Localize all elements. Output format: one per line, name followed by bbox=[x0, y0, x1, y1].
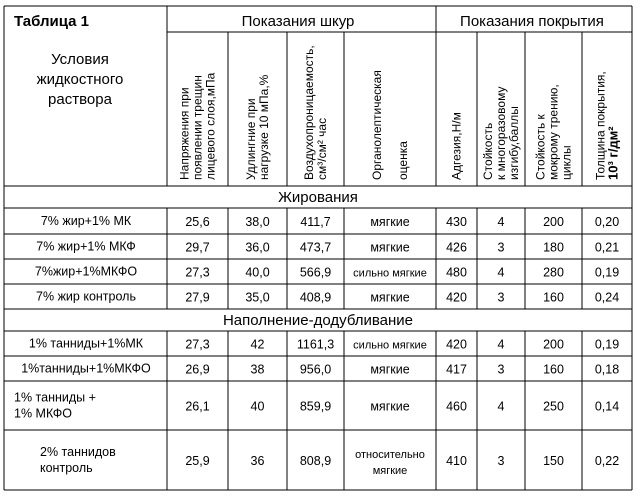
table-title: Таблица 1 bbox=[14, 13, 90, 30]
row-value: 0,19 bbox=[594, 265, 620, 280]
table-row bbox=[35, 265, 619, 280]
row-value: 420 bbox=[446, 290, 467, 305]
row-value: 460 bbox=[446, 399, 467, 414]
row-value: 430 bbox=[446, 215, 467, 229]
table-row bbox=[36, 290, 619, 305]
row-value: 27,3 bbox=[185, 337, 210, 352]
row-value: 0,21 bbox=[594, 240, 620, 255]
table-row bbox=[29, 337, 619, 352]
column-header-line: Стойкость bbox=[481, 122, 495, 180]
column-header-line: см³/см² час bbox=[315, 117, 329, 180]
row-value: 410 bbox=[446, 454, 467, 468]
column-header bbox=[244, 74, 271, 180]
row-value: мягкие bbox=[370, 290, 410, 305]
row-condition: 2% таннидов bbox=[40, 445, 116, 459]
row-value: 36,0 bbox=[245, 240, 270, 255]
row-value: мягкие bbox=[370, 215, 410, 229]
column-header-line: Воздухопроницаемость, bbox=[302, 45, 316, 180]
row-value: 200 bbox=[543, 337, 564, 352]
row-value: 0,20 bbox=[594, 215, 620, 229]
row-value: 480 bbox=[446, 265, 467, 280]
row-value: 38 bbox=[250, 362, 265, 377]
column-header-line: циклы bbox=[559, 145, 574, 180]
row-value: 0,18 bbox=[594, 362, 620, 377]
row-condition: 7% жир+1% МК bbox=[40, 214, 132, 228]
row-value: 280 bbox=[543, 265, 564, 280]
row-value: 4 bbox=[497, 337, 505, 352]
conditions-header-line: жидкостного bbox=[36, 71, 124, 88]
row-value: 25,6 bbox=[185, 215, 210, 229]
column-header-line: мокрому трению, bbox=[546, 84, 561, 180]
row-value: 200 bbox=[543, 215, 564, 229]
row-value: 4 bbox=[497, 265, 505, 280]
column-header bbox=[370, 70, 410, 180]
column-header-line: нагрузке 10 мПа,% bbox=[257, 74, 271, 180]
column-header bbox=[481, 87, 521, 180]
column-header bbox=[594, 71, 621, 180]
section-title: Жирования bbox=[278, 189, 358, 206]
row-value: 0,22 bbox=[594, 454, 620, 468]
conditions-header-line: Условия bbox=[51, 51, 109, 68]
row-value: 4 bbox=[497, 215, 505, 229]
row-value: 40 bbox=[250, 399, 265, 414]
row-value: относительно мягкие bbox=[355, 449, 425, 477]
row-value: мягкие bbox=[370, 240, 410, 255]
row-value: 4 bbox=[497, 399, 505, 414]
row-value: 3 bbox=[497, 240, 505, 255]
row-value: 3 bbox=[497, 290, 505, 305]
row-value: 0,19 bbox=[594, 337, 620, 352]
column-header-line: изгибу,баллы bbox=[507, 106, 521, 180]
column-header-line: лицевого слоя,мПа bbox=[203, 72, 218, 180]
row-value: 411,7 bbox=[300, 215, 331, 229]
row-value: 36 bbox=[250, 454, 265, 468]
column-header-line: Толщина покрытия, bbox=[593, 71, 608, 180]
row-condition: 7% жир+1% МКФ bbox=[36, 239, 136, 254]
column-headers bbox=[178, 45, 621, 180]
row-value: 0,24 bbox=[594, 290, 620, 305]
column-header-line: появлении трещин bbox=[190, 75, 205, 180]
table-row bbox=[40, 445, 619, 477]
column-header-line: к многоразовому bbox=[494, 86, 508, 180]
row-value: 250 bbox=[543, 399, 564, 414]
row-value: 42 bbox=[250, 337, 265, 352]
row-condition: 1% МКФО bbox=[14, 406, 73, 421]
row-value: 26,9 bbox=[185, 362, 210, 377]
column-header-line: Удлингние при bbox=[244, 98, 258, 180]
row-value: 3 bbox=[497, 362, 505, 377]
column-header-line: Органолептическая bbox=[370, 70, 384, 180]
row-condition: 1%танниды+1%МКФО bbox=[21, 361, 151, 376]
row-condition: 1% танниды+1%МК bbox=[28, 336, 144, 351]
section-title: Наполнение-додубливание bbox=[222, 312, 414, 329]
row-value: 40,0 bbox=[245, 265, 270, 280]
row-condition: контроль bbox=[40, 461, 93, 475]
row-value: 180 bbox=[543, 240, 564, 255]
column-header-line: Адгезия,Н/м bbox=[449, 112, 464, 180]
column-header-line: Напряжения при bbox=[177, 87, 192, 180]
row-value: 408,9 bbox=[299, 290, 332, 305]
row-value: 473,7 bbox=[299, 240, 332, 255]
group-header-skins: Показания шкур bbox=[241, 13, 355, 30]
row-condition: 7% жир контроль bbox=[36, 289, 136, 304]
column-header bbox=[178, 72, 218, 180]
table-body bbox=[14, 189, 619, 477]
row-value: 25,9 bbox=[185, 454, 210, 468]
conditions-header-line: раствора bbox=[48, 91, 112, 108]
row-value: 808,9 bbox=[299, 454, 332, 468]
row-value: 426 bbox=[446, 240, 467, 255]
row-value: 38,0 bbox=[245, 215, 270, 229]
table-row bbox=[36, 240, 619, 255]
row-value: 1161,3 bbox=[296, 337, 335, 352]
row-value: 35,0 bbox=[245, 290, 270, 305]
column-header-line: оценка bbox=[396, 141, 410, 180]
row-value: сильно мягкие bbox=[353, 267, 427, 280]
column-header bbox=[450, 112, 464, 180]
group-header-coating: Показания покрытия bbox=[460, 13, 604, 30]
row-value: 26,1 bbox=[185, 399, 210, 414]
row-value: 27,3 bbox=[185, 265, 210, 280]
row-value: 3 bbox=[497, 454, 505, 468]
row-value: 150 bbox=[543, 454, 564, 468]
row-value: 956,0 bbox=[299, 362, 332, 377]
row-value: 29,7 bbox=[185, 240, 210, 255]
row-value: 417 bbox=[446, 362, 467, 377]
row-value: 160 bbox=[543, 290, 564, 305]
table-row bbox=[21, 362, 619, 377]
row-value: 859,9 bbox=[299, 399, 332, 414]
column-header bbox=[534, 84, 574, 180]
table-row bbox=[41, 214, 619, 229]
row-value: мягкие bbox=[370, 362, 410, 377]
conditions-header bbox=[37, 51, 124, 108]
row-value: сильно мягкие bbox=[353, 339, 427, 352]
row-value: 27,9 bbox=[185, 290, 210, 305]
row-value: 0,14 bbox=[594, 399, 620, 414]
table-row bbox=[14, 391, 619, 421]
row-condition: 7%жир+1%МКФО bbox=[34, 264, 138, 279]
column-header bbox=[302, 45, 329, 180]
column-header-line: Стойкость к bbox=[533, 114, 548, 180]
column-header-line: 10³ г/дм² bbox=[605, 126, 621, 180]
row-value: 566,9 bbox=[299, 265, 332, 280]
row-condition: 1% танниды + bbox=[14, 390, 96, 405]
row-value: 160 bbox=[543, 362, 564, 377]
row-value: мягкие bbox=[370, 399, 410, 414]
row-value: 420 bbox=[446, 337, 467, 352]
